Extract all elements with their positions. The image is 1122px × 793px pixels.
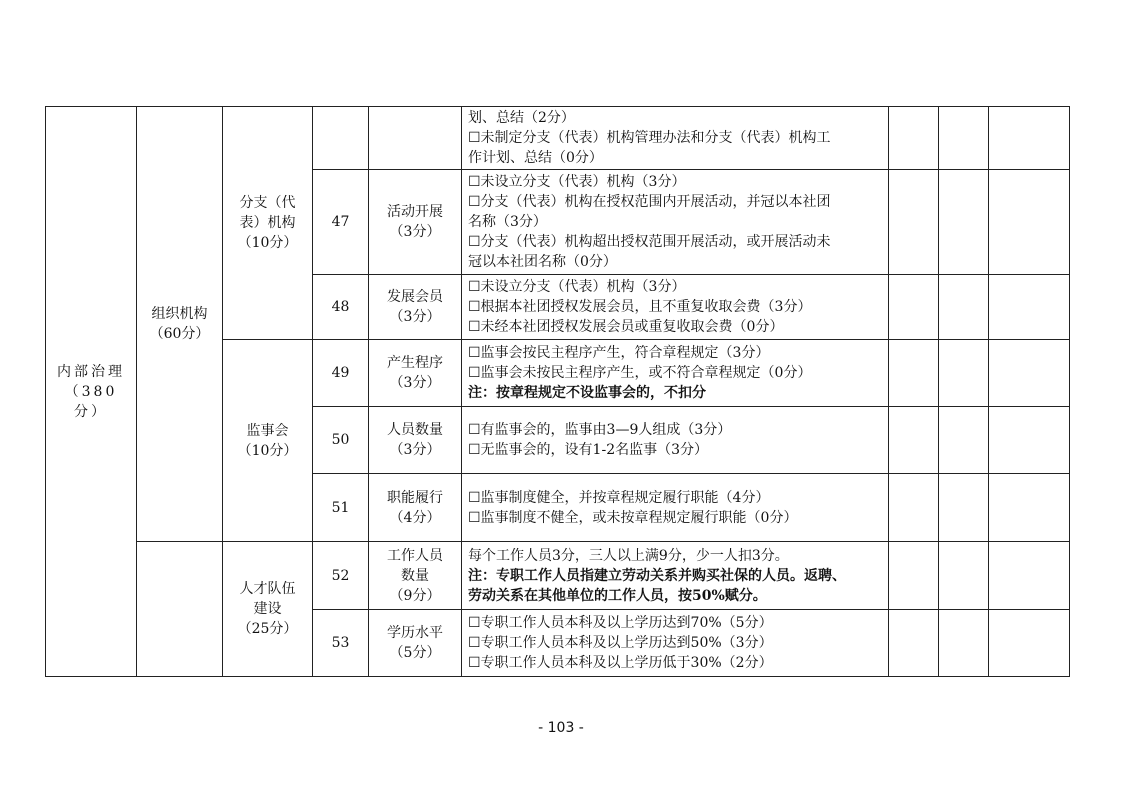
remark-cell[interactable] bbox=[989, 542, 1070, 610]
item-name: 发展会员 bbox=[387, 289, 443, 305]
item-score: （3分） bbox=[389, 309, 441, 325]
item-number: 52 bbox=[313, 542, 369, 610]
deduction-cell[interactable] bbox=[939, 407, 989, 474]
level3-line1: 人才队伍 bbox=[239, 581, 296, 597]
level3-name: 监事会 bbox=[246, 422, 289, 439]
remark-cell[interactable] bbox=[989, 474, 1070, 542]
criteria-line: ☐监事会按民主程序产生，符合章程规定（3分） bbox=[468, 345, 770, 361]
item-cell bbox=[369, 474, 462, 542]
item-name: 人员数量 bbox=[387, 422, 443, 438]
criteria-line: ☐专职工作人员本科及以上学历低于30%（2分） bbox=[468, 655, 773, 671]
deduction-cell[interactable] bbox=[939, 474, 989, 542]
criteria-note: 劳动关系在其他单位的工作人员，按50%赋分。 bbox=[468, 587, 767, 604]
score-cell[interactable] bbox=[889, 407, 939, 474]
item-cell bbox=[369, 340, 462, 407]
score-cell[interactable] bbox=[889, 610, 939, 677]
deduction-cell[interactable] bbox=[939, 610, 989, 677]
score-cell[interactable] bbox=[889, 542, 939, 610]
level3-score: （25分） bbox=[237, 621, 298, 637]
score-cell[interactable] bbox=[889, 474, 939, 542]
criteria-line: ☐无监事会的，设有1-2名监事（3分） bbox=[468, 442, 709, 458]
level3-score: （10分） bbox=[237, 235, 298, 251]
item-number bbox=[313, 107, 369, 170]
item-score: （3分） bbox=[389, 375, 441, 391]
criteria-line: ☐未经本社团授权发展会员或重复收取会费（0分） bbox=[468, 319, 784, 335]
item-cell bbox=[369, 170, 462, 275]
level2-cell-empty bbox=[137, 542, 223, 677]
remark-cell[interactable] bbox=[989, 407, 1070, 474]
deduction-cell[interactable] bbox=[939, 340, 989, 407]
remark-cell[interactable] bbox=[989, 610, 1070, 677]
remark-cell[interactable] bbox=[989, 340, 1070, 407]
item-score: （4分） bbox=[389, 509, 441, 526]
criteria-line: ☐有监事会的，监事由3—9人组成（3分） bbox=[468, 422, 732, 438]
criteria-line: 划、总结（2分） bbox=[468, 110, 575, 126]
score-cell[interactable] bbox=[889, 340, 939, 407]
score-cell[interactable] bbox=[889, 107, 939, 170]
item-number: 47 bbox=[313, 170, 369, 275]
criteria-cell bbox=[462, 107, 889, 170]
item-number: 49 bbox=[313, 340, 369, 407]
item-cell bbox=[369, 610, 462, 677]
level3-line2: 建设 bbox=[253, 601, 282, 617]
deduction-cell[interactable] bbox=[939, 170, 989, 275]
criteria-line: 冠以本社团名称（0分） bbox=[468, 254, 617, 270]
level3-score: （10分） bbox=[237, 442, 298, 459]
item-score: （9分） bbox=[389, 587, 441, 604]
criteria-cell bbox=[462, 340, 889, 407]
table-row bbox=[46, 107, 1070, 170]
item-cell bbox=[369, 542, 462, 610]
level2-name: 组织机构 bbox=[151, 306, 208, 322]
criteria-note: 注：专职工作人员指建立劳动关系并购买社保的人员。返聘、 bbox=[468, 567, 846, 584]
criteria-line: ☐未设立分支（代表）机构（3分） bbox=[468, 174, 686, 190]
item-number: 50 bbox=[313, 407, 369, 474]
level3-cell-supervisors bbox=[223, 340, 313, 542]
criteria-line: ☐未设立分支（代表）机构（3分） bbox=[468, 279, 686, 295]
item-score: （5分） bbox=[389, 645, 441, 661]
level3-line2: 表）机构 bbox=[239, 215, 296, 231]
score-cell[interactable] bbox=[889, 170, 939, 275]
criteria-line: ☐监事制度不健全，或未按章程规定履行职能（0分） bbox=[468, 509, 798, 526]
item-name: 产生程序 bbox=[387, 355, 443, 371]
criteria-cell bbox=[462, 407, 889, 474]
table-row bbox=[46, 542, 1070, 610]
item-score: （3分） bbox=[389, 224, 441, 240]
criteria-line: ☐专职工作人员本科及以上学历达到70%（5分） bbox=[468, 615, 773, 631]
criteria-line: ☐分支（代表）机构超出授权范围开展活动，或开展活动未 bbox=[468, 234, 831, 250]
level2-score: （60分） bbox=[149, 326, 210, 342]
item-cell bbox=[369, 407, 462, 474]
item-name: 学历水平 bbox=[387, 625, 443, 641]
criteria-line: 名称（3分） bbox=[468, 214, 547, 230]
item-score: （3分） bbox=[389, 442, 441, 458]
level2-cell bbox=[137, 107, 223, 542]
item-number: 48 bbox=[313, 275, 369, 340]
criteria-line: ☐分支（代表）机构在授权范围内开展活动，并冠以本社团 bbox=[468, 194, 831, 210]
criteria-note: 注：按章程规定不设监事会的，不扣分 bbox=[468, 385, 706, 401]
criteria-line: ☐未制定分支（代表）机构管理办法和分支（代表）机构工 bbox=[468, 130, 831, 146]
criteria-line: 作计划、总结（0分） bbox=[468, 150, 603, 166]
level3-cell-talent bbox=[223, 542, 313, 677]
level3-cell-branch bbox=[223, 107, 313, 340]
item-name-line2: 数量 bbox=[401, 567, 429, 584]
criteria-cell bbox=[462, 170, 889, 275]
remark-cell[interactable] bbox=[989, 275, 1070, 340]
criteria-line: ☐专职工作人员本科及以上学历达到50%（3分） bbox=[468, 635, 773, 651]
item-name: 职能履行 bbox=[387, 489, 443, 506]
evaluation-table bbox=[45, 106, 1070, 677]
item-number: 51 bbox=[313, 474, 369, 542]
item-cell bbox=[369, 107, 462, 170]
remark-cell[interactable] bbox=[989, 170, 1070, 275]
item-number: 53 bbox=[313, 610, 369, 677]
remark-cell[interactable] bbox=[989, 107, 1070, 170]
item-name: 活动开展 bbox=[387, 204, 443, 220]
level1-score: （380分） bbox=[64, 383, 118, 420]
item-name: 工作人员 bbox=[387, 547, 443, 564]
page-number: - 103 - bbox=[538, 720, 584, 736]
item-cell bbox=[369, 275, 462, 340]
deduction-cell[interactable] bbox=[939, 275, 989, 340]
criteria-cell bbox=[462, 275, 889, 340]
criteria-cell bbox=[462, 474, 889, 542]
criteria-line: 每个工作人员3分，三人以上满9分，少一人扣3分。 bbox=[468, 547, 789, 564]
level3-line1: 分支（代 bbox=[239, 195, 296, 211]
criteria-line: ☐监事制度健全，并按章程规定履行职能（4分） bbox=[468, 489, 770, 506]
criteria-line: ☐监事会未按民主程序产生，或不符合章程规定（0分） bbox=[468, 365, 812, 381]
level1-name: 内部治理 bbox=[57, 363, 125, 380]
criteria-cell bbox=[462, 610, 889, 677]
level1-cell bbox=[46, 107, 137, 677]
criteria-line: ☐根据本社团授权发展会员，且不重复收取会费（3分） bbox=[468, 299, 812, 315]
criteria-cell bbox=[462, 542, 889, 610]
deduction-cell[interactable] bbox=[939, 542, 989, 610]
deduction-cell[interactable] bbox=[939, 107, 989, 170]
score-cell[interactable] bbox=[889, 275, 939, 340]
